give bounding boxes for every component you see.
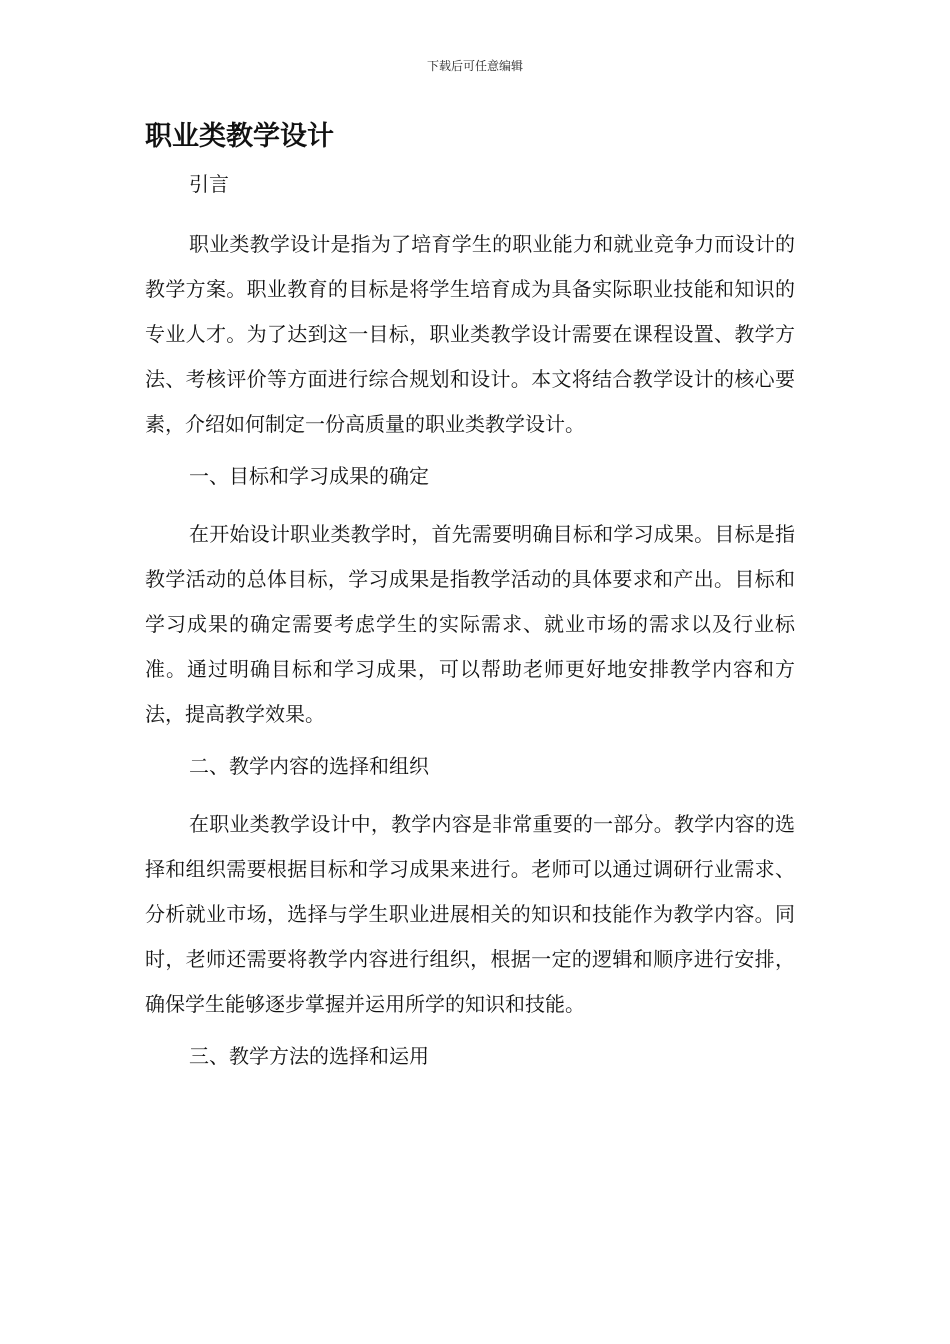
section3-heading: 三、教学方法的选择和运用 <box>189 1044 429 1068</box>
section2-paragraph: 在职业类教学设计中，教学内容是非常重要的一部分。教学内容的选择和组织需要根据目标和学习成果来进行。老师可以通过调研行业需求、分析就业市场，选择与学生职业进展相关的知识和技能作为教学内容。同时，老师还需要将教学内容进行组织，根据一定的逻辑和顺序进行安排，确保学生能够逐步掌握并运用所学的知识和技能。 <box>145 812 795 1016</box>
document-title: 职业类教学设计 <box>145 121 334 152</box>
header-note: 下载后可任意编辑 <box>426 59 523 73</box>
document-body <box>145 168 795 1072</box>
section1-heading: 一、目标和学习成果的确定 <box>189 464 429 488</box>
intro-paragraph: 职业类教学设计是指为了培育学生的职业能力和就业竞争力而设计的教学方案。职业教育的目标是将学生培育成为具备实际职业技能和知识的专业人才。为了达到这一目标，职业类教学设计需要在课程设置、教学方法、考核评价等方面进行综合规划和设计。本文将结合教学设计的核心要素，介绍如何制定一份高质量的职业类教学设计。 <box>145 232 795 436</box>
section2-heading: 二、教学内容的选择和组织 <box>189 754 429 778</box>
intro-heading: 引言 <box>189 172 229 196</box>
section1-paragraph: 在开始设计职业类教学时，首先需要明确目标和学习成果。目标是指教学活动的总体目标，学习成果是指教学活动的具体要求和产出。目标和学习成果的确定需要考虑学生的实际需求、就业市场的需求以及行业标准。通过明确目标和学习成果，可以帮助老师更好地安排教学内容和方法，提高教学效果。 <box>145 522 795 726</box>
